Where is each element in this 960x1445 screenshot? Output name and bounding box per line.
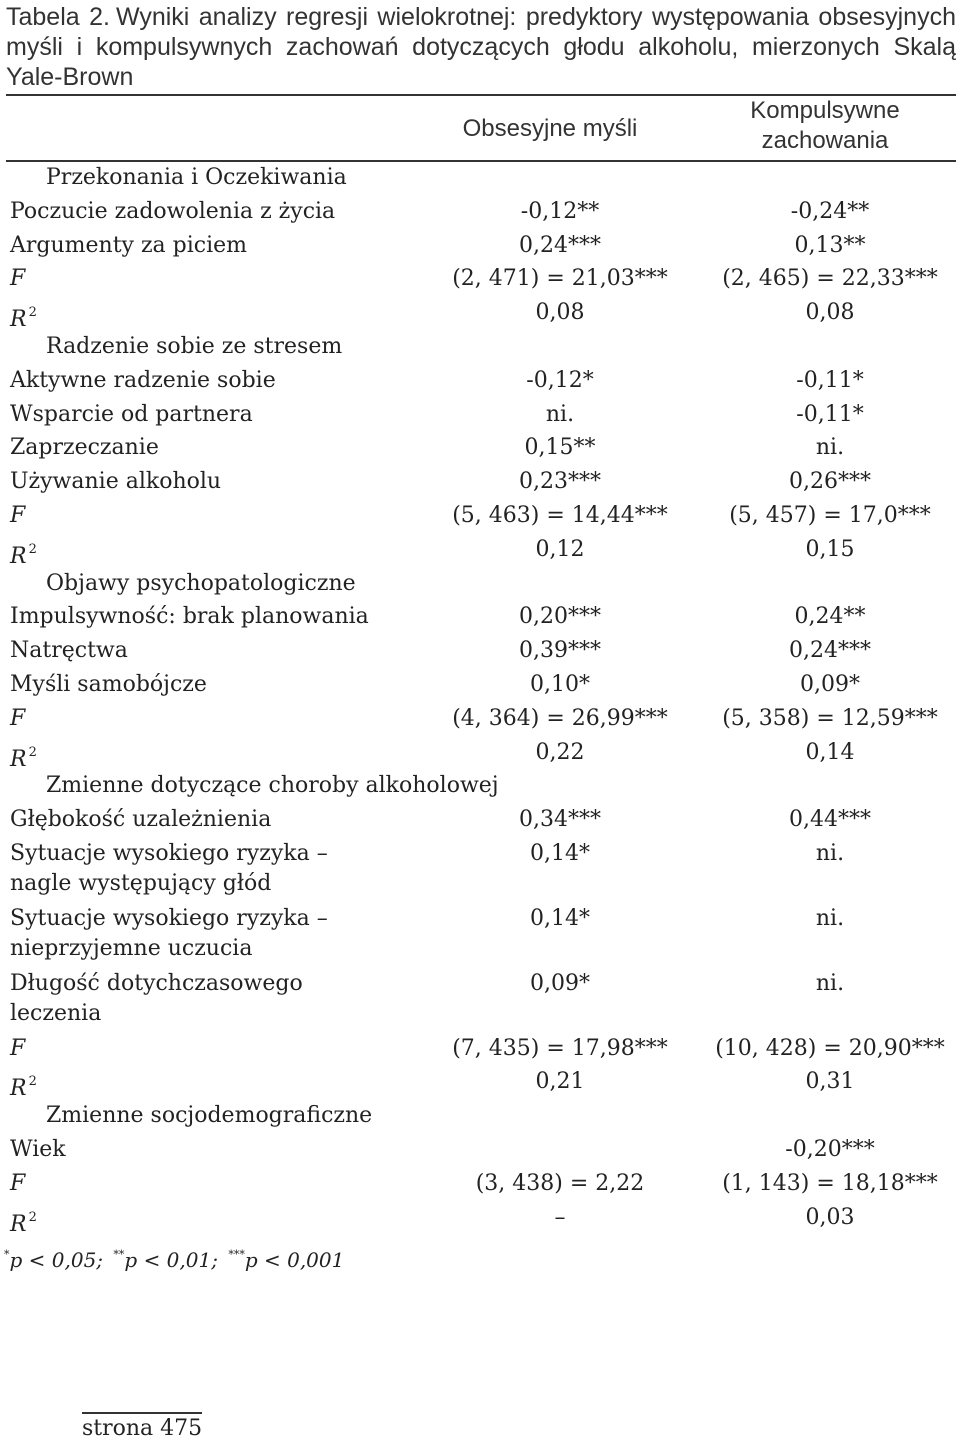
row-label: Używanie alkoholu: [10, 469, 222, 495]
superscript: 2: [28, 1074, 37, 1090]
row-label: Wsparcie od partnera: [10, 401, 253, 427]
table-row: [10, 1135, 950, 1169]
cell-compulsive: 0,31: [805, 1069, 855, 1095]
table-row: [10, 467, 950, 501]
row-label: F: [10, 1170, 26, 1196]
cell-obsessive: 0,12: [535, 536, 585, 562]
table-row: [10, 1203, 950, 1237]
cell-obsessive: 0,24***: [519, 232, 601, 258]
cell-compulsive: 0,09*: [800, 672, 860, 697]
cell-obsessive: 0,23***: [519, 469, 601, 495]
table-row: [10, 197, 950, 231]
cell-compulsive: (5, 358) = 12,59***: [722, 705, 938, 731]
section-heading: [10, 1101, 950, 1135]
footnote: *p < 0,05; **p < 0,01; ***p < 0,001: [4, 1248, 345, 1272]
table-caption: [6, 2, 956, 92]
superscript: 2: [28, 744, 37, 760]
table-row: [10, 738, 950, 772]
cell-obsessive: 0,21: [535, 1069, 585, 1095]
cell-compulsive: -0,24**: [790, 198, 870, 224]
cell-compulsive: 0,26***: [789, 469, 871, 495]
cell-compulsive: 0,24**: [794, 604, 866, 630]
row-label: R $^2$: [10, 305, 37, 333]
row-label: Aktywne radzenie sobie: [10, 367, 276, 393]
section-title: Zmienne socjodemograficzne: [46, 1103, 373, 1129]
cell-obsessive: 0,08: [535, 300, 585, 326]
cell-obsessive: –: [554, 1204, 566, 1230]
superscript: 2: [28, 541, 37, 557]
cell-compulsive: 0,03: [805, 1204, 855, 1230]
table-row: [10, 839, 950, 903]
row-label: Głębokość uzależnienia: [10, 807, 272, 833]
table-row: [10, 501, 950, 535]
cell-compulsive: -0,20***: [785, 1137, 875, 1163]
row-label: Natręctwa: [10, 638, 128, 664]
column-header-compulsive: Kompulsywne zachowania: [750, 97, 900, 154]
row-label: Wiek: [10, 1137, 66, 1163]
cell-obsessive: 0,20***: [519, 604, 601, 630]
row-label: Poczucie zadowolenia z życia: [10, 198, 336, 224]
section-title: Objawy psychopatologiczne: [46, 570, 356, 596]
row-label: Sytuacje wysokiego ryzyka – nieprzyjemne uczucia: [10, 905, 328, 961]
cell-compulsive: (10, 428) = 20,90***: [715, 1035, 945, 1061]
cell-compulsive: (2, 465) = 22,33***: [722, 266, 938, 292]
cell-obsessive: 0,15**: [524, 435, 596, 461]
cell-compulsive: ni.: [815, 841, 845, 866]
row-label: Długość dotychczasowego leczenia: [10, 970, 303, 1026]
cell-compulsive: (1, 143) = 18,18***: [722, 1170, 938, 1196]
cell-obsessive: 0,14*: [530, 905, 590, 931]
table-row: [10, 1067, 950, 1101]
section-heading: [10, 569, 950, 603]
section-heading: [10, 163, 950, 197]
table-row: [10, 704, 950, 738]
table-row: [10, 433, 950, 467]
cell-obsessive: 0,39***: [519, 638, 601, 664]
cell-obsessive: -0,12**: [520, 198, 600, 224]
section-title: Zmienne dotyczące choroby alkoholowej: [46, 773, 499, 799]
cell-obsessive: 0,34***: [519, 807, 601, 833]
table-row: [10, 670, 950, 704]
section-title: Radzenie sobie ze stresem: [46, 334, 343, 359]
table-row: [10, 535, 950, 569]
caption-text: Wyniki analizy regresji wielokrotnej: predyktory występowania obsesyjnych myśli i kompulsywnych zachowań dotyczących głodu alkoholu, mierzonych Skalą Yale-Brown: [6, 3, 956, 91]
row-label: Argumenty za piciem: [10, 232, 248, 258]
page-number: strona 475: [82, 1412, 202, 1444]
row-label: Impulsywność: brak planowania: [10, 604, 369, 630]
cell-obsessive: (4, 364) = 26,99***: [452, 705, 668, 731]
section-heading: [10, 332, 950, 366]
row-label: Zaprzeczanie: [10, 435, 159, 461]
cell-compulsive: 0,44***: [789, 807, 871, 833]
row-label: R $^2$: [10, 541, 37, 569]
caption-label: Tabela 2.: [6, 3, 110, 31]
table-row: [10, 636, 950, 670]
table-row: [10, 969, 950, 1033]
superscript: 2: [28, 305, 37, 321]
table-row: [10, 264, 950, 298]
table-row: [10, 400, 950, 434]
cell-compulsive: ni.: [815, 970, 845, 996]
table-row: [10, 904, 950, 968]
cell-compulsive: 0,15: [805, 536, 855, 562]
section-heading: [10, 771, 950, 805]
cell-obsessive: (3, 438) = 2,22: [475, 1170, 645, 1196]
row-label: F: [10, 503, 26, 528]
row-label: Sytuacje wysokiego ryzyka – nagle występujący głód: [10, 841, 328, 896]
table-row: [10, 1034, 950, 1068]
row-label: R $^2$: [10, 744, 37, 772]
table-row: [10, 298, 950, 332]
cell-obsessive: (2, 471) = 21,03***: [452, 266, 668, 292]
cell-obsessive: 0,22: [535, 739, 585, 765]
row-label: Myśli samobójcze: [10, 672, 207, 697]
cell-obsessive: ni.: [545, 401, 575, 427]
cell-compulsive: 0,14: [805, 739, 855, 765]
cell-compulsive: ni.: [815, 905, 845, 931]
table-row: [10, 231, 950, 265]
cell-compulsive: 0,08: [805, 300, 855, 326]
cell-obsessive: -0,12*: [526, 367, 594, 393]
cell-compulsive: (5, 457) = 17,0***: [729, 503, 931, 528]
cell-obsessive: (7, 435) = 17,98***: [452, 1035, 668, 1061]
row-label: F: [10, 266, 26, 292]
row-label: R $^2$: [10, 1074, 37, 1102]
table-row: [10, 602, 950, 636]
column-header-obsessive: Obsesyjne myśli: [462, 115, 638, 142]
row-label: R $^2$: [10, 1209, 37, 1237]
cell-compulsive: -0,11*: [796, 367, 864, 393]
header-rule: [6, 160, 956, 162]
row-label: F: [10, 705, 26, 731]
cell-obsessive: 0,14*: [530, 841, 590, 866]
table-row: [10, 366, 950, 400]
table-row: [10, 1169, 950, 1203]
cell-compulsive: 0,13**: [794, 232, 866, 258]
section-title: Przekonania i Oczekiwania: [46, 165, 347, 190]
row-label: F: [10, 1035, 26, 1061]
cell-compulsive: ni.: [815, 435, 845, 461]
cell-obsessive: 0,09*: [530, 970, 590, 996]
cell-obsessive: (5, 463) = 14,44***: [452, 503, 668, 528]
table-row: [10, 805, 950, 839]
cell-compulsive: -0,11*: [796, 401, 864, 427]
superscript: 2: [28, 1209, 37, 1225]
cell-obsessive: 0,10*: [530, 672, 590, 697]
cell-compulsive: 0,24***: [789, 638, 871, 664]
